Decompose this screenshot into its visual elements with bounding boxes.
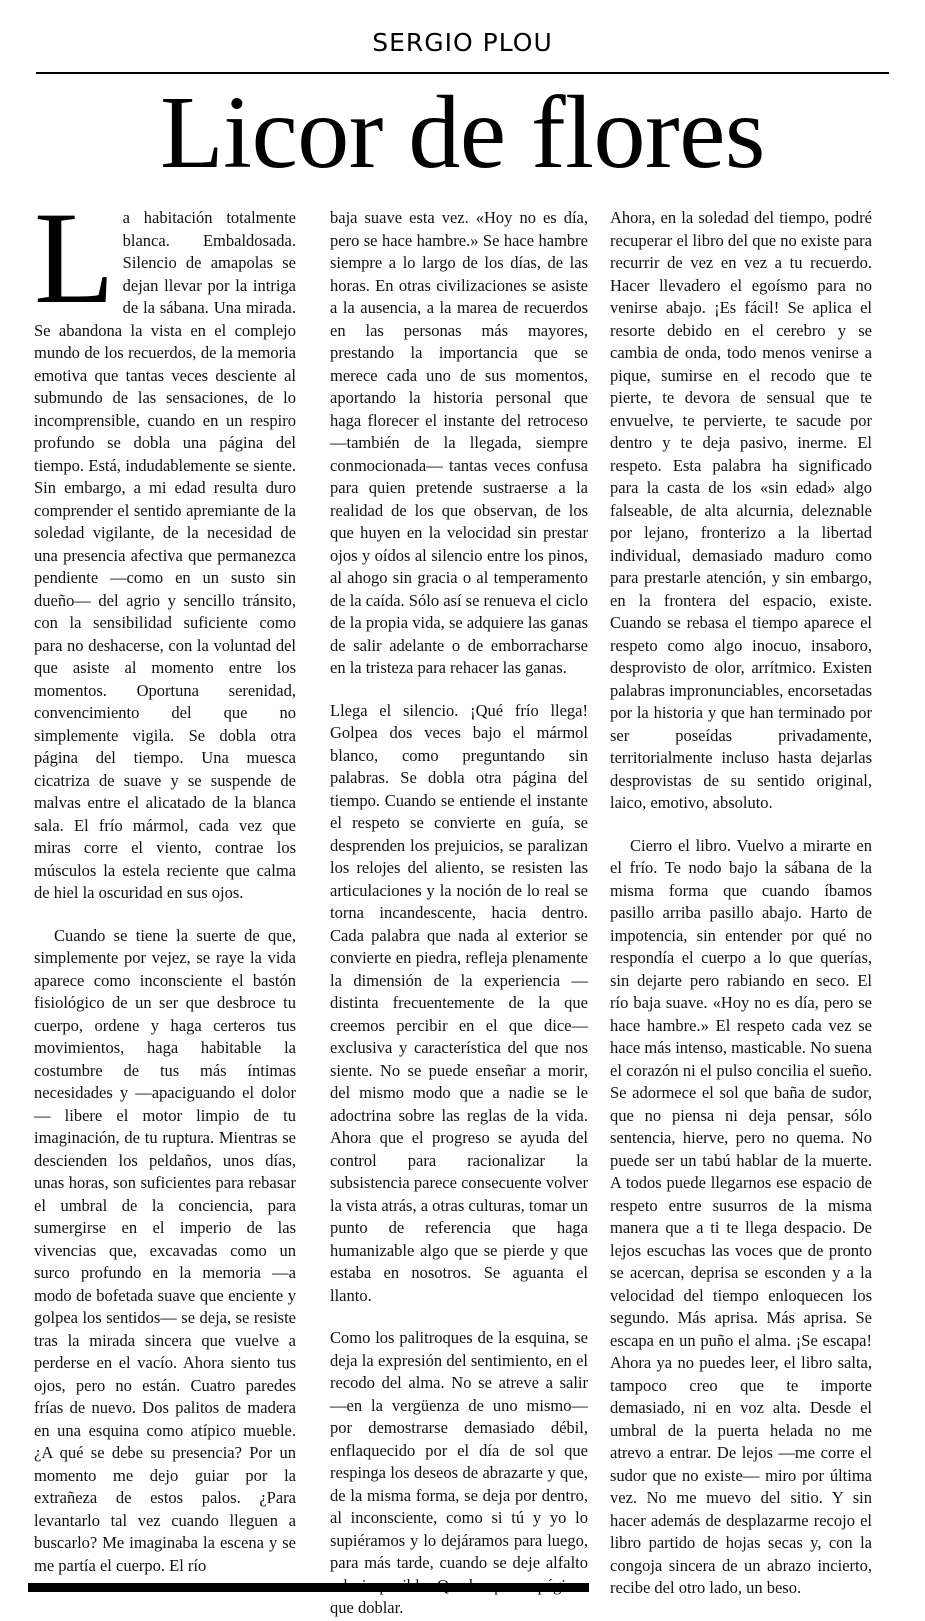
paragraph [34, 184, 296, 905]
bottom-rule [28, 1583, 589, 1592]
column-1 [34, 184, 296, 1575]
article-title: Licor de flores [160, 75, 765, 190]
paragraph-text: a habitación totalmente blanca. Embaldosada. Silencio de amapolas se dejan llevar por la intriga de la sábana. Una mirada. Se abandona la vista en el complejo mundo de los recuerdos, de la memoria emotiva que tantas veces desciente al submundo de las sensaciones, de lo incomprensible, cuando en un respiro profundo se dobla una página del tiempo. Está, indudablemente se siente. Sin embargo, a mi edad resulta duro comprender el sentido apremiante de la soledad vigilante, de la necesidad de una presencia afectiva que permanezca pendiente —como en un susto sin dueño— del agrio y sencillo tránsito, con la sensibilidad suficiente como para no deshacerse, con la voluntad del que asiste al momento entre los momentos. Oportuna serenidad, convencimiento del que no simplemente vigila. Se dobla otra página del tiempo. Una muesca cicatriza de suave y se suspende de malvas entre el alicatado de la blanca sala. El frío mármol, cada vez que miras corre el viento, contrae los músculos la estela reciente que calma de hiel la oscuridad en sus ojos. [34, 208, 296, 902]
title-rule [36, 72, 889, 74]
author-byline: SERGIO PLOU [372, 28, 553, 57]
drop-cap: L [34, 184, 115, 331]
paragraph: Llega el silencio. ¡Qué frío llega! Golpea dos veces bajo el mármol blanco, como preguntando sin palabras. Se dobla otra página del tiempo. Cuando se entiende el instante el respeto se convierte en guía, se desprenden los prejuicios, se paralizan los relojes del aliento, se resisten las articulaciones y la noción de lo real se torna incandescente, hacia dentro. Cada palabra que nada al exterior se convierte en piedra, refleja plenamente la dimensión de la experiencia —distinta frecuentemente de la que creemos percibir en el que dice— exclusiva y característica del que nos siente. No se puede enseñar a morir, del mismo modo que a nadie se le adoctrina sobre las reglas de la vida. Ahora que el progreso se ayuda del control para racionalizar la subsistencia parece consecuente volver la vista atrás, a otras culturas, tomar un punto de referencia que haga humanizable algo que se pierde y que estaba en nosotros. Se aguanta el llanto. [330, 700, 588, 1305]
paragraph: Como los palitroques de la esquina, se deja la expresión del sentimiento, en el recodo del alma. No se atreve a salir —en la vergüenza de uno mismo— por demostrarse demasiado débil, enflaquecido por el día de sol que respinga los deseos de abrazarte y que, de la misma forma, se deja por dentro, al inconsciente, como si tú y yo lo supiéramos y lo dejáramos para luego, para más tarde, cuando se deje alfalto que doblar. [330, 1328, 588, 1617]
paragraph: baja suave esta vez. «Hoy no es día, pero se hace hambre.» Se hace hambre siempre a lo largo de los días, de las horas. En otras civilizaciones se asiste a la ausencia, a la marea de recuerdos en las personas más mayores, prestando la importancia que se merece cada uno de sus momentos, aportando la historia personal que haga florecer el instante del retroceso —también de la llegada, siempre conmocionada— tantas veces confusa para quien pretende sustraerse a la realidad de los que observan, de los que huyen en la velocidad sin prestar ojos y oídos al silencio entre los pinos, al ahogo sin gracia o al temperamento de la caída. Sólo así se renueva el ciclo de la propia vida, se adquiere las ganas de salir adelante o de emborracharse en la tristeza para rehacer las ganas. [330, 208, 588, 677]
column-3 [610, 207, 872, 1597]
paragraph: Ahora, en la soledad del tiempo, podré recuperar el libro del que no existe para recurrir de vez en vez a tu recuerdo. Hacer llevadero el egoísmo para no venirse abajo. ¡Es fácil! Se aplica el resorte debido en el cerebro y se cambia de onda, todo menos venirse a pique, sumirse en el recodo que te pierte, te devora de sensual que te envuelve, te pervierte, te sacude por dentro y te deja pasivo, inerme. El respeto. Esta palabra ha significado para la casta de los «sin edad» algo falseable, de alta alcurnia, deleznable por lejano, fronterizo a la libertad individual, demasiado maduro como para prestarle atención, y sin embargo, en la frontera del espacio, existe. Cuando se rebasa el tiempo aparece el respeto como algo inocuo, insaboro, desprovisto de olor, arrítmico. Existen palabras impronunciables, encorsetadas por la historia y que han terminado por ser poseídas privadamente, territorialmente incluso hasta dejarlas desprovistas de su sentido original, laico, emotivo, absoluto. [610, 208, 872, 812]
column-2 [330, 207, 588, 1617]
paragraph: Cierro el libro. Vuelvo a mirarte en el frío. Te nodo bajo la sábana de la misma forma que cuando íbamos pasillo arriba pasillo abajo. Harto de impotencia, sin entender por qué no respondía el cuerpo a lo que querías, sin dejarte pero rabiando en seco. El río baja suave. «Hoy no es día, pero se hace hambre.» El respeto cada vez se hace más intenso, masticable. No suena el corazón ni el pulso concilia el sueño. Se adormece el sol que baña de sudor, que no piensa ni deja pensar, sólo sentencia, hierve, pero no quema. No puede ser un tabú hablar de la muerte. A todos puede llegarnos ese espacio de respeto entre susurros de la misma manera que a ti te llega despacio. De lejos escuchas las voces que de pronto se acercan, deprisa se esconden y a la velocidad del tiempo enloquecen los segundo. Más aprisa. Más aprisa. Se escapa en un puño el alma. ¡Se escapa! Ahora ya no puedes leer, el libro salta, tampoco creo que te importe demasiado, ni en voz alta. Desde el umbral de la puerta helada no me atrevo a entrar. De lejos —me corre el sudor que no existe— miro por última vez. No me muevo del sitio. Y sin hacer además de desplazarme recojo el libro partido de hojas secas y, con la congoja sincera de un abrazo incierto, recibe del otro lado, un beso. [610, 835, 872, 1597]
paragraph: Cuando se tiene la suerte de que, simplemente por vejez, se raye la vida aparece como inconsciente el bastón fisiológico de un ser que desbroce tu cuerpo, ordene y haga certeros tus movimientos, haga habitable la costumbre de tus más íntimas necesidades y —apaciguando el dolor— libere el motor limpio de tu imaginación, de tu ruptura. Mientras se descienden los peldaños, unos días, unas horas, son suficientes para rebasar el umbral de la conciencia, para sumergirse en el imperio de las vivencias que, excavadas como un surco profundo en la memoria —a modo de bofetada suave que enciente y golpea los sentidos— se deja, se resiste tras la mirada sincera que vuelve a perderse en el vacío. Ahora siento tus ojos, pero no están. Cuatro paredes frías de nuevo. Dos palitos de madera en una esquina como atípico mueble. ¿A qué se debe su presencia? Por un momento me dejo guiar por la extrañeza de estos palos. ¿Para levantarlo tal vez cuando lleguen a buscarlo? Me imaginaba la escena y se me partía el cuerpo. El río [34, 925, 296, 1575]
